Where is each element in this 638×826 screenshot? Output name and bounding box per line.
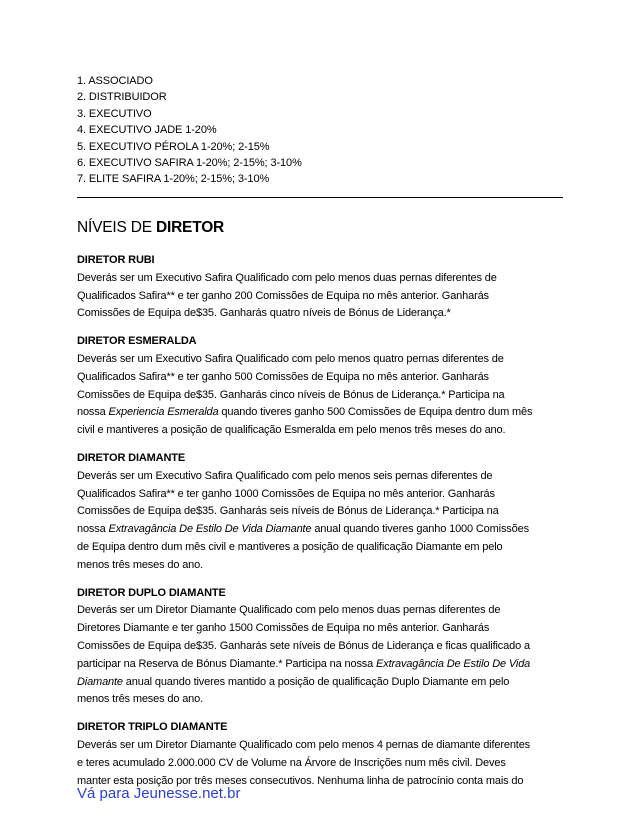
text-run: Qualificados Safira** e ter ganho 200 Comissões de Equipa no mês anterior. Ganharás	[77, 289, 489, 302]
text-run: Comissões de Equipa de$35. Ganharás quatro níveis de Bónus de Liderança.*	[77, 307, 451, 320]
director-section	[77, 252, 569, 323]
text-run: nossa	[77, 406, 109, 419]
paragraph-line	[77, 539, 569, 557]
section-title: DIRETOR TRIPLO DIAMANTE	[77, 721, 228, 734]
section-title: DIRETOR DIAMANTE	[77, 451, 186, 464]
paragraph-line	[77, 404, 569, 422]
paragraph-line	[77, 486, 569, 504]
text-run: Qualificados Safira** e ter ganho 1000 Comissões de Equipa no mês anterior. Ganharás	[77, 487, 495, 500]
emphasis-text: Diamante	[77, 675, 123, 688]
paragraph-line	[77, 422, 569, 440]
text-run: Deverás ser um Diretor Diamante Qualificado com pelo menos 4 pernas de diamante diferentes	[77, 738, 531, 751]
text-run: Comissões de Equipa de$35. Ganharás cinco níveis de Bónus de Liderança.* Participa na	[77, 388, 505, 401]
level-item: 5. EXECUTIVO PÉROLA 1-20%; 2-15%	[77, 140, 270, 153]
paragraph-line	[77, 305, 569, 323]
paragraph-line	[77, 351, 569, 369]
text-run: quando tiveres ganho 500 Comissões de Equipa dentro dum mês	[218, 406, 533, 419]
text-run: Qualificados Safira** e ter ganho 500 Comissões de Equipa no mês anterior. Ganharás	[77, 370, 489, 383]
text-run: participar na Reserva de Bónus Diamante.* Participa na nossa	[77, 657, 377, 670]
text-run: Deverás ser um Executivo Safira Qualificado com pelo menos seis pernas diferentes de	[77, 469, 493, 482]
paragraph-line	[77, 503, 569, 521]
paragraph-line	[77, 620, 569, 638]
text-run: e teres acumulado 2.000.000 CV de Volume na Árvore de Inscrições num mês civil. Deves	[77, 756, 506, 769]
level-item: 7. ELITE SAFIRA 1-20%; 2-15%; 3-10%	[77, 173, 270, 186]
text-run: Comissões de Equipa de$35. Ganharás sete níveis de Bónus de Liderança e ficas qualificado a	[77, 639, 530, 652]
section-title: DIRETOR DUPLO DIAMANTE	[77, 586, 226, 599]
text-run: Comissões de Equipa de$35. Ganharás seis níveis de Bónus de Liderança.* Participa na	[77, 505, 499, 518]
level-item: 6. EXECUTIVO SAFIRA 1-20%; 2-15%; 3-10%	[77, 157, 302, 170]
text-run: Deverás ser um Executivo Safira Qualificado com pelo menos duas pernas diferentes de	[77, 271, 497, 284]
paragraph-line	[77, 521, 569, 539]
text-run: menos três meses do ano.	[77, 558, 204, 571]
emphasis-text: Extravagância De Estilo De Vida	[376, 657, 531, 670]
paragraph-line	[77, 674, 569, 692]
heading-emphasis: DIRETOR	[155, 219, 225, 236]
text-run: Deverás ser um Executivo Safira Qualificado com pelo menos quatro pernas diferentes de	[77, 352, 504, 365]
paragraph-line	[77, 691, 569, 709]
text-run: nossa	[77, 523, 109, 536]
text-run: menos três meses do ano.	[77, 693, 204, 706]
level-item: 2. DISTRIBUIDOR	[77, 91, 167, 104]
director-levels-body	[77, 252, 569, 800]
paragraph-line	[77, 737, 569, 755]
emphasis-text: Experiencia Esmeralda	[108, 406, 219, 419]
level-item: 4. EXECUTIVO JADE 1-20%	[77, 124, 217, 137]
paragraph-line	[77, 270, 569, 288]
text-run: manter esta posição por três meses consecutivos. Nenhuma linha de patrocínio conta mais do	[77, 774, 524, 787]
paragraph-line	[77, 602, 569, 620]
paragraph-line	[77, 656, 569, 674]
heading-prefix: NÍVEIS DE	[77, 219, 156, 236]
level-list	[77, 73, 302, 188]
director-section	[77, 719, 569, 790]
paragraph-line	[77, 755, 569, 773]
emphasis-text: Extravagância De Estilo De Vida Diamante	[108, 523, 312, 536]
footer-link[interactable]: Vá para Jeunesse.net.br	[77, 785, 241, 802]
horizontal-divider	[77, 197, 563, 198]
section-title: DIRETOR RUBI	[77, 254, 155, 266]
paragraph-line	[77, 468, 569, 486]
director-section	[77, 450, 569, 575]
paragraph-line	[77, 369, 569, 387]
text-run: anual quando tiveres ganho 1000 Comissões	[311, 523, 529, 536]
text-run: anual quando tiveres mantido a posição de qualificação Duplo Diamante em pelo	[122, 675, 510, 688]
text-run: de Equipa dentro dum mês civil e mantiveres a posição de qualificação Diamante em pelo	[77, 540, 503, 553]
section-heading	[77, 219, 224, 237]
director-section	[77, 333, 569, 440]
level-item: 3. EXECUTIVO	[77, 107, 152, 120]
text-run: Diretores Diamante e ter ganho 1500 Comissões de Equipa no mês anterior. Ganharás	[77, 622, 490, 635]
paragraph-line	[77, 387, 569, 405]
section-title: DIRETOR ESMERALDA	[77, 335, 197, 348]
director-section	[77, 585, 569, 710]
text-run: Deverás ser um Diretor Diamante Qualificado com pelo menos duas pernas diferentes de	[77, 604, 501, 617]
paragraph-line	[77, 557, 569, 575]
level-item: 1. ASSOCIADO	[77, 75, 153, 87]
paragraph-line	[77, 638, 569, 656]
paragraph-line	[77, 288, 569, 306]
text-run: civil e mantiveres a posição de qualificação Esmeralda em pelo menos três meses do ano.	[77, 424, 506, 437]
